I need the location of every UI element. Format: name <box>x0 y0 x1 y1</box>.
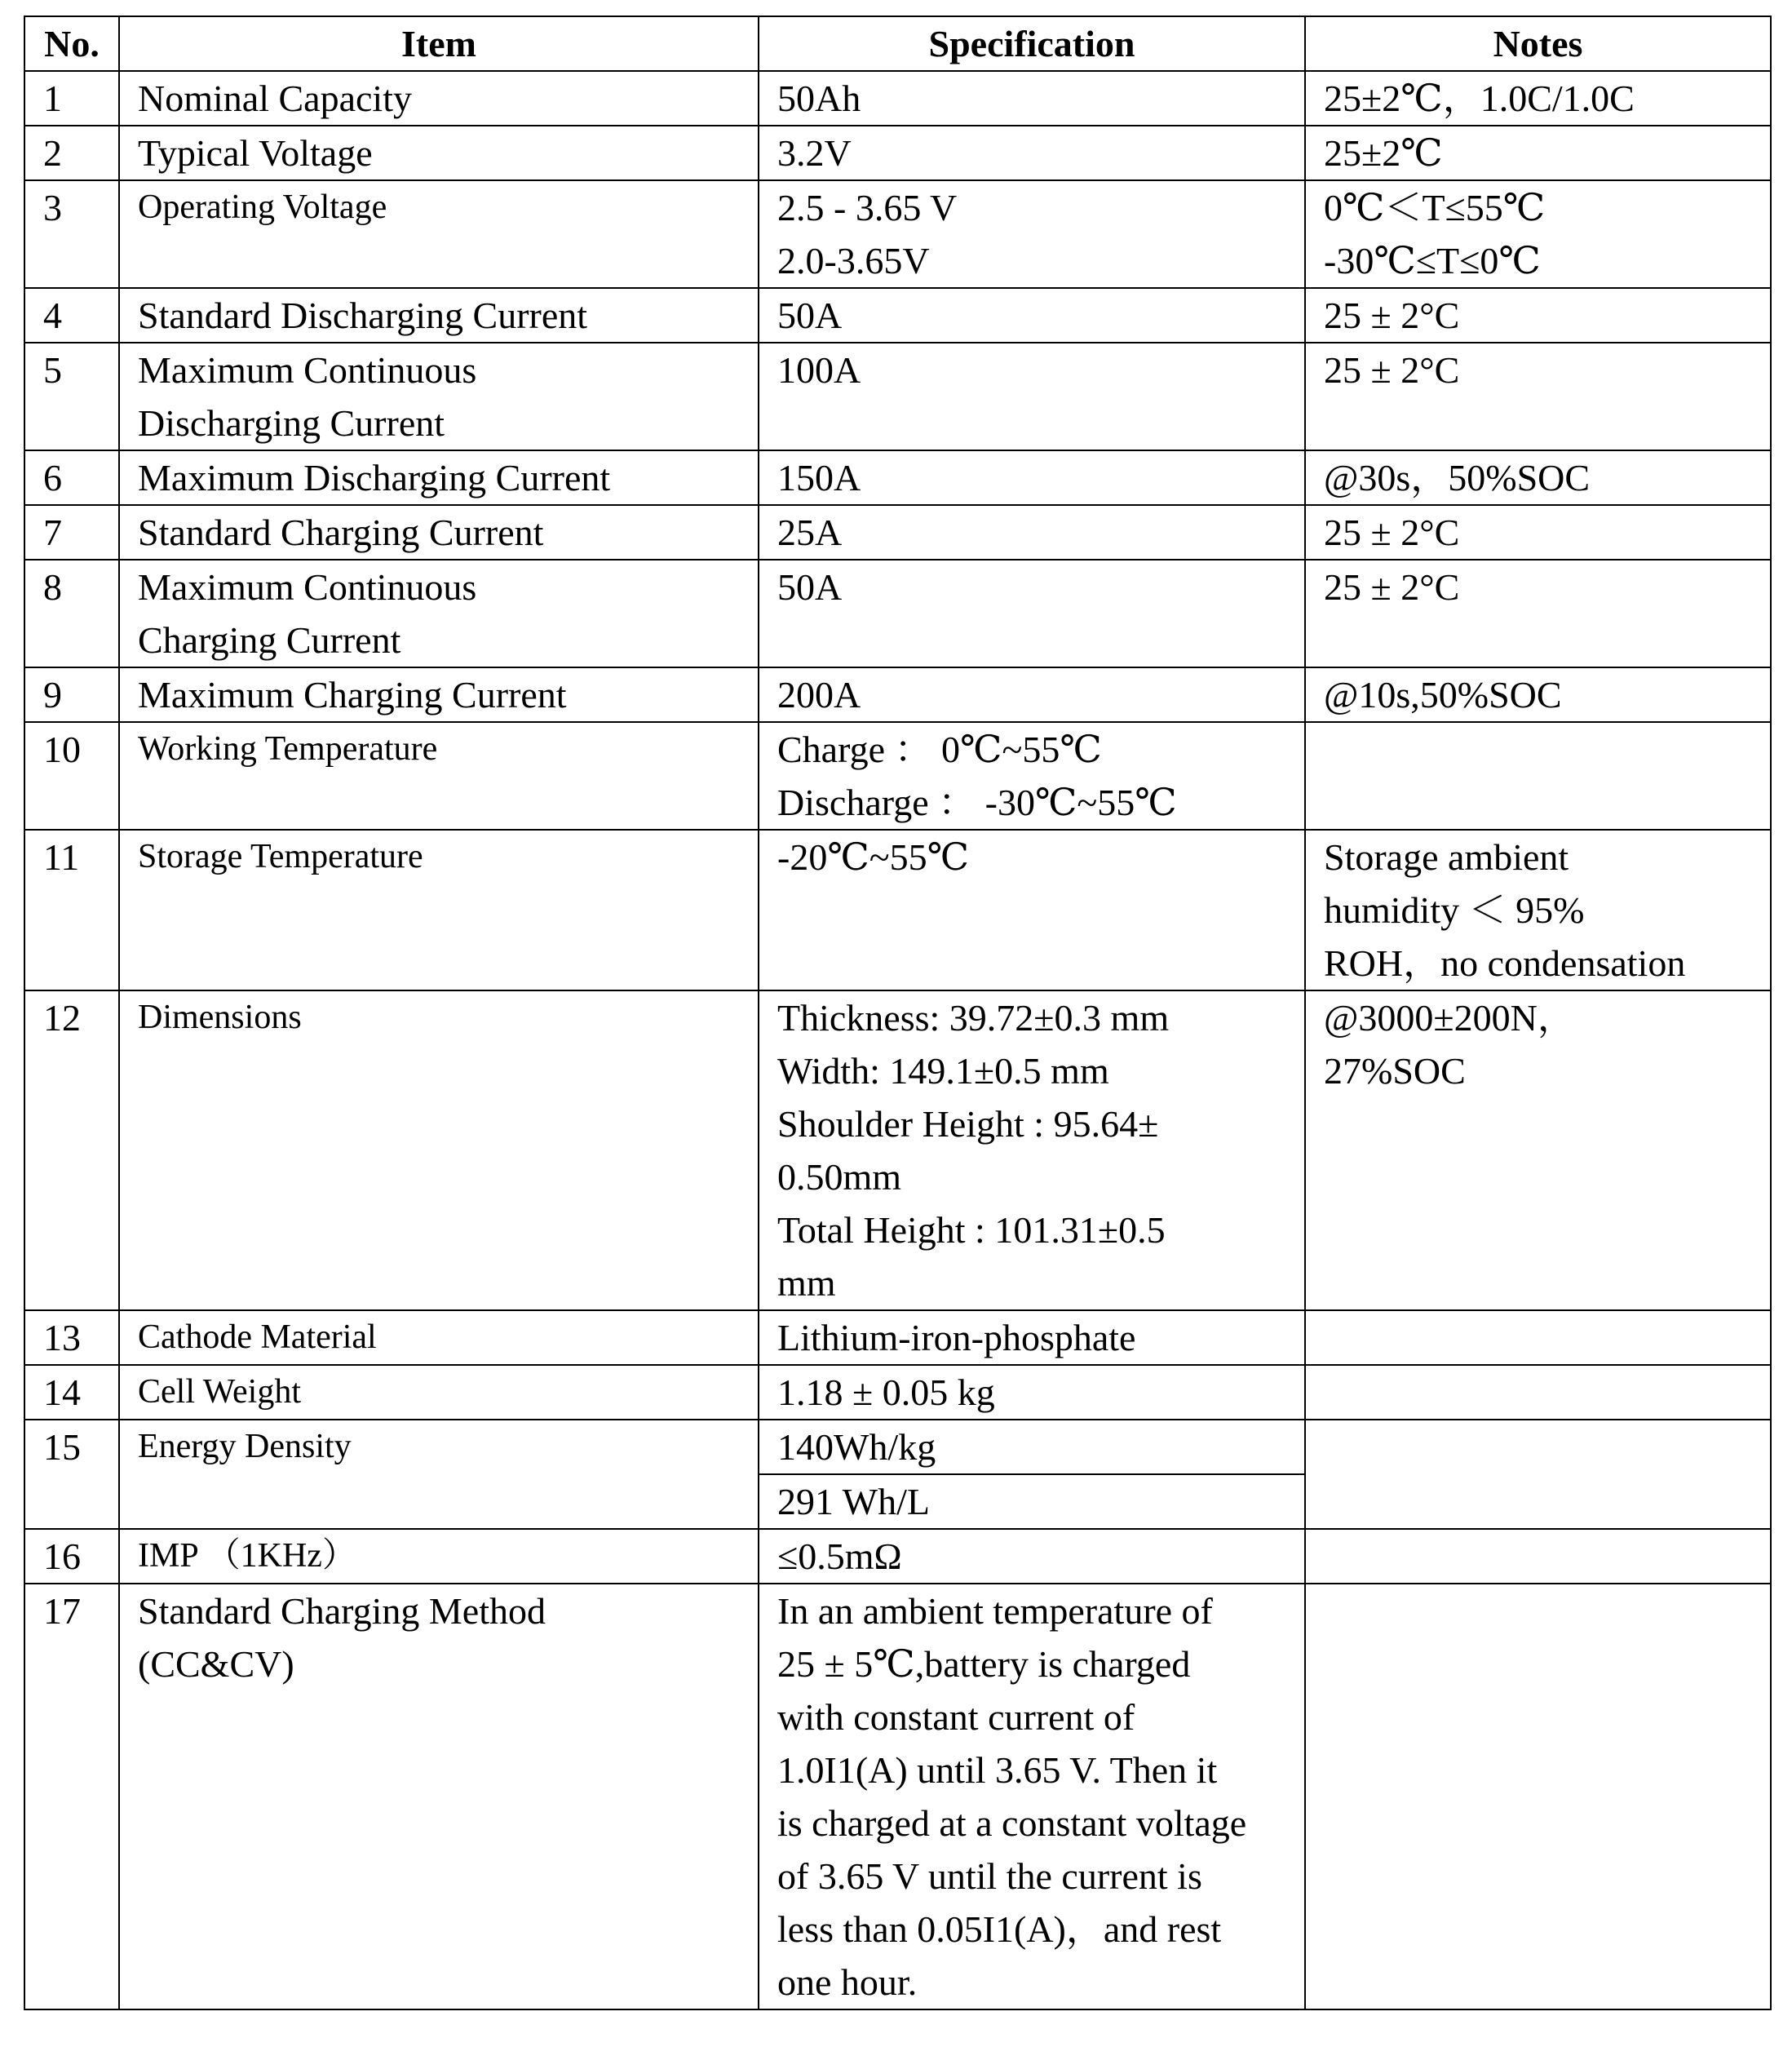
row-number: 5 <box>24 343 119 450</box>
item-cell <box>119 1365 759 1420</box>
item-text: Standard Charging Method <box>138 1590 546 1632</box>
notes-text: Storage ambient <box>1324 836 1569 878</box>
row-number: 10 <box>24 722 119 830</box>
spec-text: 50A <box>777 566 843 608</box>
spec-cell <box>759 126 1305 180</box>
notes-text: 25 ± 2°C <box>1324 349 1460 391</box>
row-number: 16 <box>24 1529 119 1584</box>
item-cell <box>119 343 759 450</box>
table-row <box>24 1420 1771 1474</box>
notes-text: 25 ± 2°C <box>1324 512 1460 553</box>
notes-text: 25±2℃，1.0C/1.0C <box>1324 78 1635 119</box>
row-number: 17 <box>24 1584 119 2009</box>
notes-cell <box>1305 505 1771 560</box>
item-text: Typical Voltage <box>138 132 373 174</box>
table-row <box>24 288 1771 343</box>
spec-text: less than 0.05I1(A)，and rest <box>777 1908 1222 1950</box>
header-row <box>24 16 1771 71</box>
spec-text: 100A <box>777 349 861 391</box>
notes-cell <box>1305 1584 1771 2009</box>
spec-text: 25 ± 5℃,battery is charged <box>777 1643 1191 1685</box>
notes-cell <box>1305 126 1771 180</box>
row-number: 4 <box>24 288 119 343</box>
item-cell <box>119 71 759 126</box>
notes-text: 25±2℃ <box>1324 132 1443 174</box>
spec-text: 1.18 ± 0.05 kg <box>777 1371 995 1413</box>
item-text: Maximum Continuous <box>138 349 477 391</box>
item-text: Dimensions <box>138 999 302 1036</box>
spec-cell <box>759 722 1305 830</box>
table-row <box>24 1365 1771 1420</box>
item-cell <box>119 830 759 990</box>
notes-cell <box>1305 1310 1771 1365</box>
row-number: 1 <box>24 71 119 126</box>
spec-text: 50A <box>777 295 843 336</box>
header-notes: Notes <box>1305 16 1771 71</box>
notes-cell <box>1305 180 1771 288</box>
header-specification: Specification <box>759 16 1305 71</box>
spec-text: 2.5 - 3.65 V <box>777 187 958 228</box>
spec-cell <box>759 288 1305 343</box>
row-number: 6 <box>24 450 119 505</box>
item-text: Nominal Capacity <box>138 78 412 119</box>
table-row <box>24 1310 1771 1365</box>
notes-cell <box>1305 71 1771 126</box>
spec-text: Total Height : 101.31±0.5 <box>777 1209 1166 1251</box>
spec-cell <box>759 667 1305 722</box>
item-text: Maximum Charging Current <box>138 674 567 716</box>
notes-cell <box>1305 1420 1771 1529</box>
header-item: Item <box>119 16 759 71</box>
notes-text: @30s，50%SOC <box>1324 457 1591 498</box>
spec-text: 50Ah <box>777 78 861 119</box>
table-row <box>24 126 1771 180</box>
spec-text: 291 Wh/L <box>777 1481 930 1522</box>
table-row <box>24 180 1771 288</box>
notes-text: @3000±200N， <box>1324 997 1575 1039</box>
notes-cell <box>1305 667 1771 722</box>
spec-text: mm <box>777 1262 836 1304</box>
item-text: (CC&CV) <box>138 1643 294 1685</box>
row-number: 12 <box>24 990 119 1310</box>
item-text: Storage Temperature <box>138 838 423 875</box>
notes-cell <box>1305 343 1771 450</box>
spec-text: 150A <box>777 457 861 498</box>
table-row <box>24 505 1771 560</box>
item-cell <box>119 560 759 667</box>
notes-text: 25 ± 2°C <box>1324 295 1460 336</box>
spec-text: of 3.65 V until the current is <box>777 1855 1202 1897</box>
spec-text: Thickness: 39.72±0.3 mm <box>777 997 1170 1039</box>
notes-text: @10s,50%SOC <box>1324 674 1562 716</box>
notes-cell <box>1305 1365 1771 1420</box>
table-row <box>24 1529 1771 1584</box>
spec-text: one hour. <box>777 1961 918 2003</box>
item-text: Maximum Discharging Current <box>138 457 611 498</box>
spec-cell <box>759 990 1305 1310</box>
item-cell <box>119 1529 759 1584</box>
item-cell <box>119 990 759 1310</box>
spec-cell <box>759 1529 1305 1584</box>
item-text: Discharging Current <box>138 402 445 444</box>
spec-text: 200A <box>777 674 861 716</box>
item-text: Standard Discharging Current <box>138 295 588 336</box>
row-number: 3 <box>24 180 119 288</box>
item-cell <box>119 288 759 343</box>
table-row <box>24 71 1771 126</box>
table-row <box>24 990 1771 1310</box>
row-number: 9 <box>24 667 119 722</box>
spec-text: 3.2V <box>777 132 852 174</box>
spec-cell <box>759 1420 1305 1474</box>
item-text: Energy Density <box>138 1428 352 1465</box>
item-cell <box>119 1584 759 2009</box>
spec-cell <box>759 560 1305 667</box>
spec-cell <box>759 180 1305 288</box>
spec-cell <box>759 505 1305 560</box>
spec-text: 0.50mm <box>777 1156 902 1198</box>
item-cell <box>119 505 759 560</box>
specification-table <box>24 16 1772 2010</box>
row-number: 8 <box>24 560 119 667</box>
notes-cell <box>1305 288 1771 343</box>
spec-text: is charged at a constant voltage <box>777 1802 1247 1844</box>
table-row <box>24 667 1771 722</box>
row-number: 2 <box>24 126 119 180</box>
item-cell <box>119 1310 759 1365</box>
table-row <box>24 1584 1771 2009</box>
item-text: Operating Voltage <box>138 188 387 226</box>
header-no: No. <box>24 16 119 71</box>
spec-text: Width: 149.1±0.5 mm <box>777 1050 1109 1092</box>
row-number: 7 <box>24 505 119 560</box>
spec-text: In an ambient temperature of <box>777 1590 1213 1632</box>
item-text: Working Temperature <box>138 730 438 768</box>
notes-text: humidity ＜ 95% <box>1324 889 1585 931</box>
notes-text: 25 ± 2°C <box>1324 566 1460 608</box>
spec-text: Charge ： 0℃~55℃ <box>777 729 1102 770</box>
spec-text: 2.0-3.65V <box>777 240 930 281</box>
notes-text: 27%SOC <box>1324 1050 1466 1092</box>
item-cell <box>119 1420 759 1529</box>
row-number: 14 <box>24 1365 119 1420</box>
item-text: Cathode Material <box>138 1318 377 1356</box>
spec-text: 25A <box>777 512 843 553</box>
notes-text: -30℃≤T≤0℃ <box>1324 240 1541 281</box>
item-text: IMP （1KHz） <box>138 1537 356 1575</box>
spec-cell <box>759 830 1305 990</box>
row-number: 11 <box>24 830 119 990</box>
spec-text: with constant current of <box>777 1696 1135 1738</box>
item-cell <box>119 180 759 288</box>
notes-cell <box>1305 1529 1771 1584</box>
table-row <box>24 560 1771 667</box>
item-cell <box>119 450 759 505</box>
spec-cell <box>759 450 1305 505</box>
table-row <box>24 830 1771 990</box>
notes-cell <box>1305 722 1771 830</box>
row-number: 15 <box>24 1420 119 1529</box>
item-cell <box>119 126 759 180</box>
spec-text: 140Wh/kg <box>777 1426 936 1468</box>
spec-text: Lithium-iron-phosphate <box>777 1317 1136 1358</box>
notes-cell <box>1305 560 1771 667</box>
spec-text: Discharge ： -30℃~55℃ <box>777 782 1177 823</box>
table-row <box>24 722 1771 830</box>
item-text: Cell Weight <box>138 1373 301 1411</box>
notes-cell <box>1305 830 1771 990</box>
item-text: Standard Charging Current <box>138 512 544 553</box>
item-cell <box>119 722 759 830</box>
table-row <box>24 450 1771 505</box>
spec-text: Shoulder Height : 95.64± <box>777 1103 1159 1145</box>
spec-text: -20℃~55℃ <box>777 836 970 878</box>
spec-cell <box>759 71 1305 126</box>
notes-text: ROH，no condensation <box>1324 942 1686 984</box>
row-number: 13 <box>24 1310 119 1365</box>
spec-cell <box>759 1310 1305 1365</box>
spec-cell <box>759 1584 1305 2009</box>
spec-cell <box>759 343 1305 450</box>
spec-text: ≤0.5mΩ <box>777 1535 902 1577</box>
spec-cell <box>759 1365 1305 1420</box>
spec-text: 1.0I1(A) until 3.65 V. Then it <box>777 1749 1218 1791</box>
item-text: Maximum Continuous <box>138 566 477 608</box>
item-cell <box>119 667 759 722</box>
item-text: Charging Current <box>138 619 401 661</box>
spec-cell <box>759 1474 1305 1529</box>
notes-text: 0℃＜T≤55℃ <box>1324 187 1546 228</box>
notes-cell <box>1305 450 1771 505</box>
table-row <box>24 343 1771 450</box>
notes-cell <box>1305 990 1771 1310</box>
